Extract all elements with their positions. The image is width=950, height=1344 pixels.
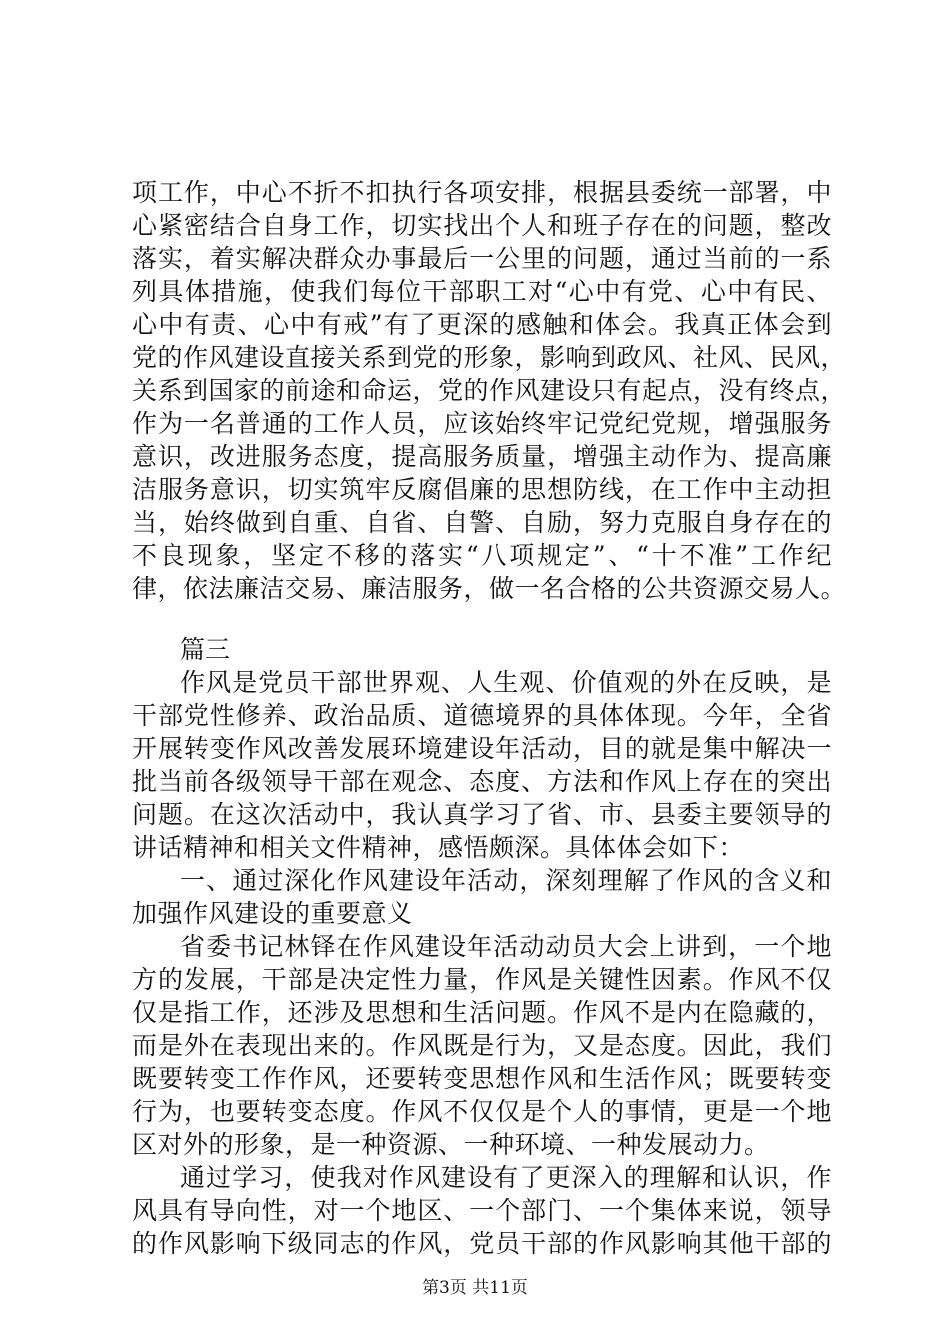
body-text-line: 干部党性修养、政治品质、道德境界的具体体现。今年，全省: [132, 701, 832, 730]
body-text-line: 党的作风建设直接关系到党的形象，影响到政风、社风、民风，: [132, 343, 847, 372]
body-text-line: 而是外在表现出来的。作风既是行为，又是态度。因此，我们: [132, 1031, 832, 1060]
subheading-line: 一、通过深化作风建设年活动，深刻理解了作风的含义和: [180, 866, 832, 895]
body-text-line: 的作风影响下级同志的作风，党员干部的作风影响其他干部的: [132, 1229, 832, 1258]
subheading-line: 加强作风建设的重要意义: [132, 899, 413, 928]
page-footer: 第3页 共11页: [422, 1278, 528, 1298]
section-heading: 篇三: [180, 635, 231, 664]
body-text-line: 仅是指工作，还涉及思想和生活问题。作风不是内在隐藏的，: [132, 998, 832, 1027]
body-text-line: 讲话精神和相关文件精神，感悟颇深。具体体会如下：: [132, 833, 745, 862]
body-text-line: 既要转变工作作风，还要转变思想作风和生活作风；既要转变: [132, 1064, 832, 1093]
body-text-line: 区对外的形象，是一种资源、一种环境、一种发展动力。: [132, 1130, 770, 1159]
body-text-line: 作为一名普通的工作人员，应该始终牢记党纪党规，增强服务: [132, 409, 832, 438]
body-text-line: 律，依法廉洁交易、廉洁服务，做一名合格的公共资源交易人。: [132, 574, 847, 603]
body-text-line: 批当前各级领导干部在观念、态度、方法和作风上存在的突出: [132, 767, 832, 796]
body-text-line: 通过学习，使我对作风建设有了更深入的理解和认识，作: [180, 1163, 832, 1192]
body-text-line: 心紧密结合自身工作，切实找出个人和班子存在的问题，整改: [132, 211, 832, 240]
body-text-line: 项工作，中心不折不扣执行各项安排，根据县委统一部署，中: [132, 178, 832, 207]
body-text-line: 当，始终做到自重、自省、自警、自励，努力克服自身存在的: [132, 508, 832, 537]
body-text-line: 意识，改进服务态度，提高服务质量，增强主动作为、提高廉: [132, 442, 832, 471]
body-text-line: 不良现象，坚定不移的落实“八项规定”、“十不准”工作纪: [132, 541, 832, 570]
body-text-line: 作风是党员干部世界观、人生观、价值观的外在反映，是: [180, 668, 832, 697]
body-text-line: 列具体措施，使我们每位干部职工对“心中有党、心中有民、: [132, 277, 832, 306]
body-text-line: 方的发展，干部是决定性力量，作风是关键性因素。作风不仅: [132, 965, 832, 994]
body-text-line: 关系到国家的前途和命运，党的作风建设只有起点，没有终点，: [132, 376, 847, 405]
body-text-line: 开展转变作风改善发展环境建设年活动，目的就是集中解决一: [132, 734, 832, 763]
body-text-line: 落实，着实解决群众办事最后一公里的问题，通过当前的一系: [132, 244, 832, 273]
body-text-line: 风具有导向性，对一个地区、一个部门、一个集体来说，领导: [132, 1196, 832, 1225]
body-text-line: 行为，也要转变态度。作风不仅仅是个人的事情，更是一个地: [132, 1097, 832, 1126]
body-text-line: 心中有责、心中有戒”有了更深的感触和体会。我真正体会到: [132, 310, 832, 339]
body-text-line: 问题。在这次活动中，我认真学习了省、市、县委主要领导的: [132, 800, 832, 829]
body-text-line: 省委书记林铎在作风建设年活动动员大会上讲到，一个地: [180, 932, 832, 961]
body-text-line: 洁服务意识，切实筑牢反腐倡廉的思想防线，在工作中主动担: [132, 475, 832, 504]
